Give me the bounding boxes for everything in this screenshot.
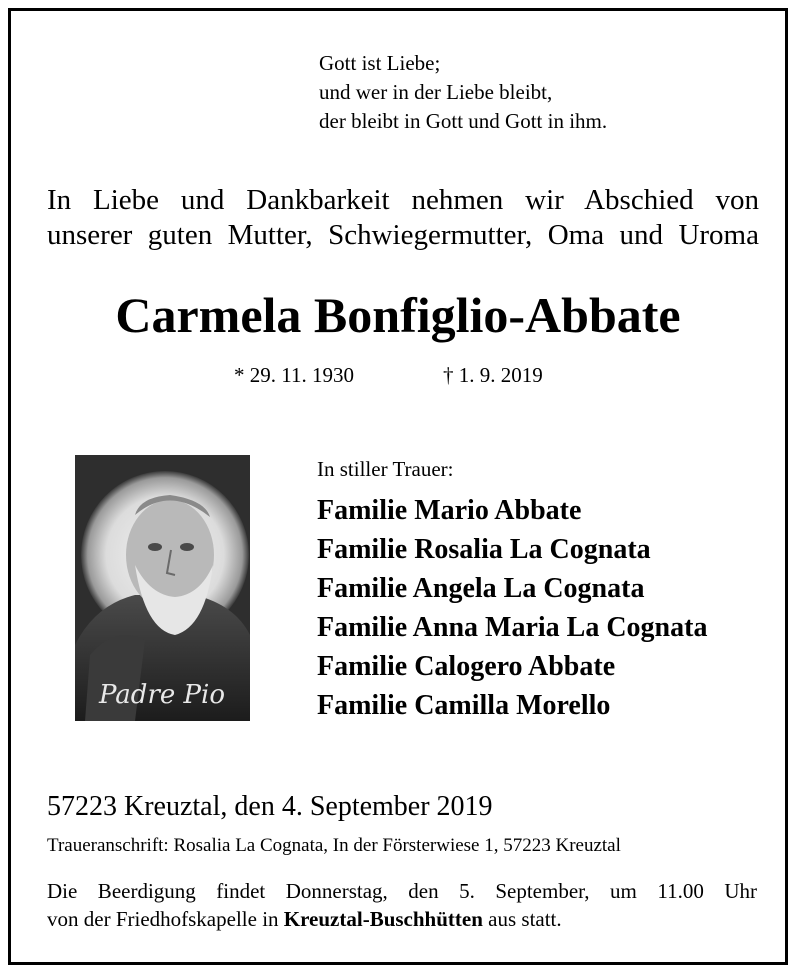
funeral-location: Kreuztal-Buschhütten	[283, 907, 483, 931]
mourning-label: In stiller Trauer:	[317, 457, 454, 481]
obituary-notice	[8, 8, 788, 965]
family-name: Familie Anna Maria La Cognata	[317, 612, 708, 643]
death-date: † 1. 9. 2019	[443, 363, 543, 387]
family-name: Familie Angela La Cognata	[317, 573, 645, 604]
funeral-line	[47, 905, 757, 933]
deceased-name: Carmela Bonfiglio-Abbate	[115, 287, 681, 343]
intro-text	[47, 183, 759, 253]
bible-verse	[319, 49, 607, 136]
photo-caption: Padre Pio	[98, 680, 226, 710]
family-name: Familie Camilla Morello	[317, 690, 611, 721]
birth-date: * 29. 11. 1930	[234, 363, 354, 387]
place-date: 57223 Kreuztal, den 4. September 2019	[47, 791, 493, 822]
intro-line: In Liebe und Dankbarkeit nehmen wir Abschied von	[47, 184, 759, 216]
funeral-line-prefix: von der Friedhofskapelle in	[47, 907, 284, 931]
family-name: Familie Calogero Abbate	[317, 651, 616, 682]
funeral-info	[47, 877, 757, 933]
family-list	[317, 491, 707, 725]
intro-line: unserer guten Mutter, Schwiegermutter, Oma und Uroma	[47, 219, 759, 251]
funeral-line: Die Beerdigung findet Donnerstag, den 5. September, um 11.00 Uhr	[47, 879, 757, 903]
funeral-line-suffix: aus statt.	[482, 907, 562, 931]
family-name: Familie Mario Abbate	[317, 495, 582, 526]
padre-pio-photo	[75, 455, 250, 721]
family-name: Familie Rosalia La Cognata	[317, 534, 651, 565]
mourning-address: Traueranschrift: Rosalia La Cognata, In der Försterwiese 1, 57223 Kreuztal	[47, 835, 621, 856]
verse-line: der bleibt in Gott und Gott in ihm.	[319, 109, 608, 133]
verse-line: Gott ist Liebe;	[319, 51, 441, 75]
verse-line: und wer in der Liebe bleibt,	[319, 80, 553, 104]
